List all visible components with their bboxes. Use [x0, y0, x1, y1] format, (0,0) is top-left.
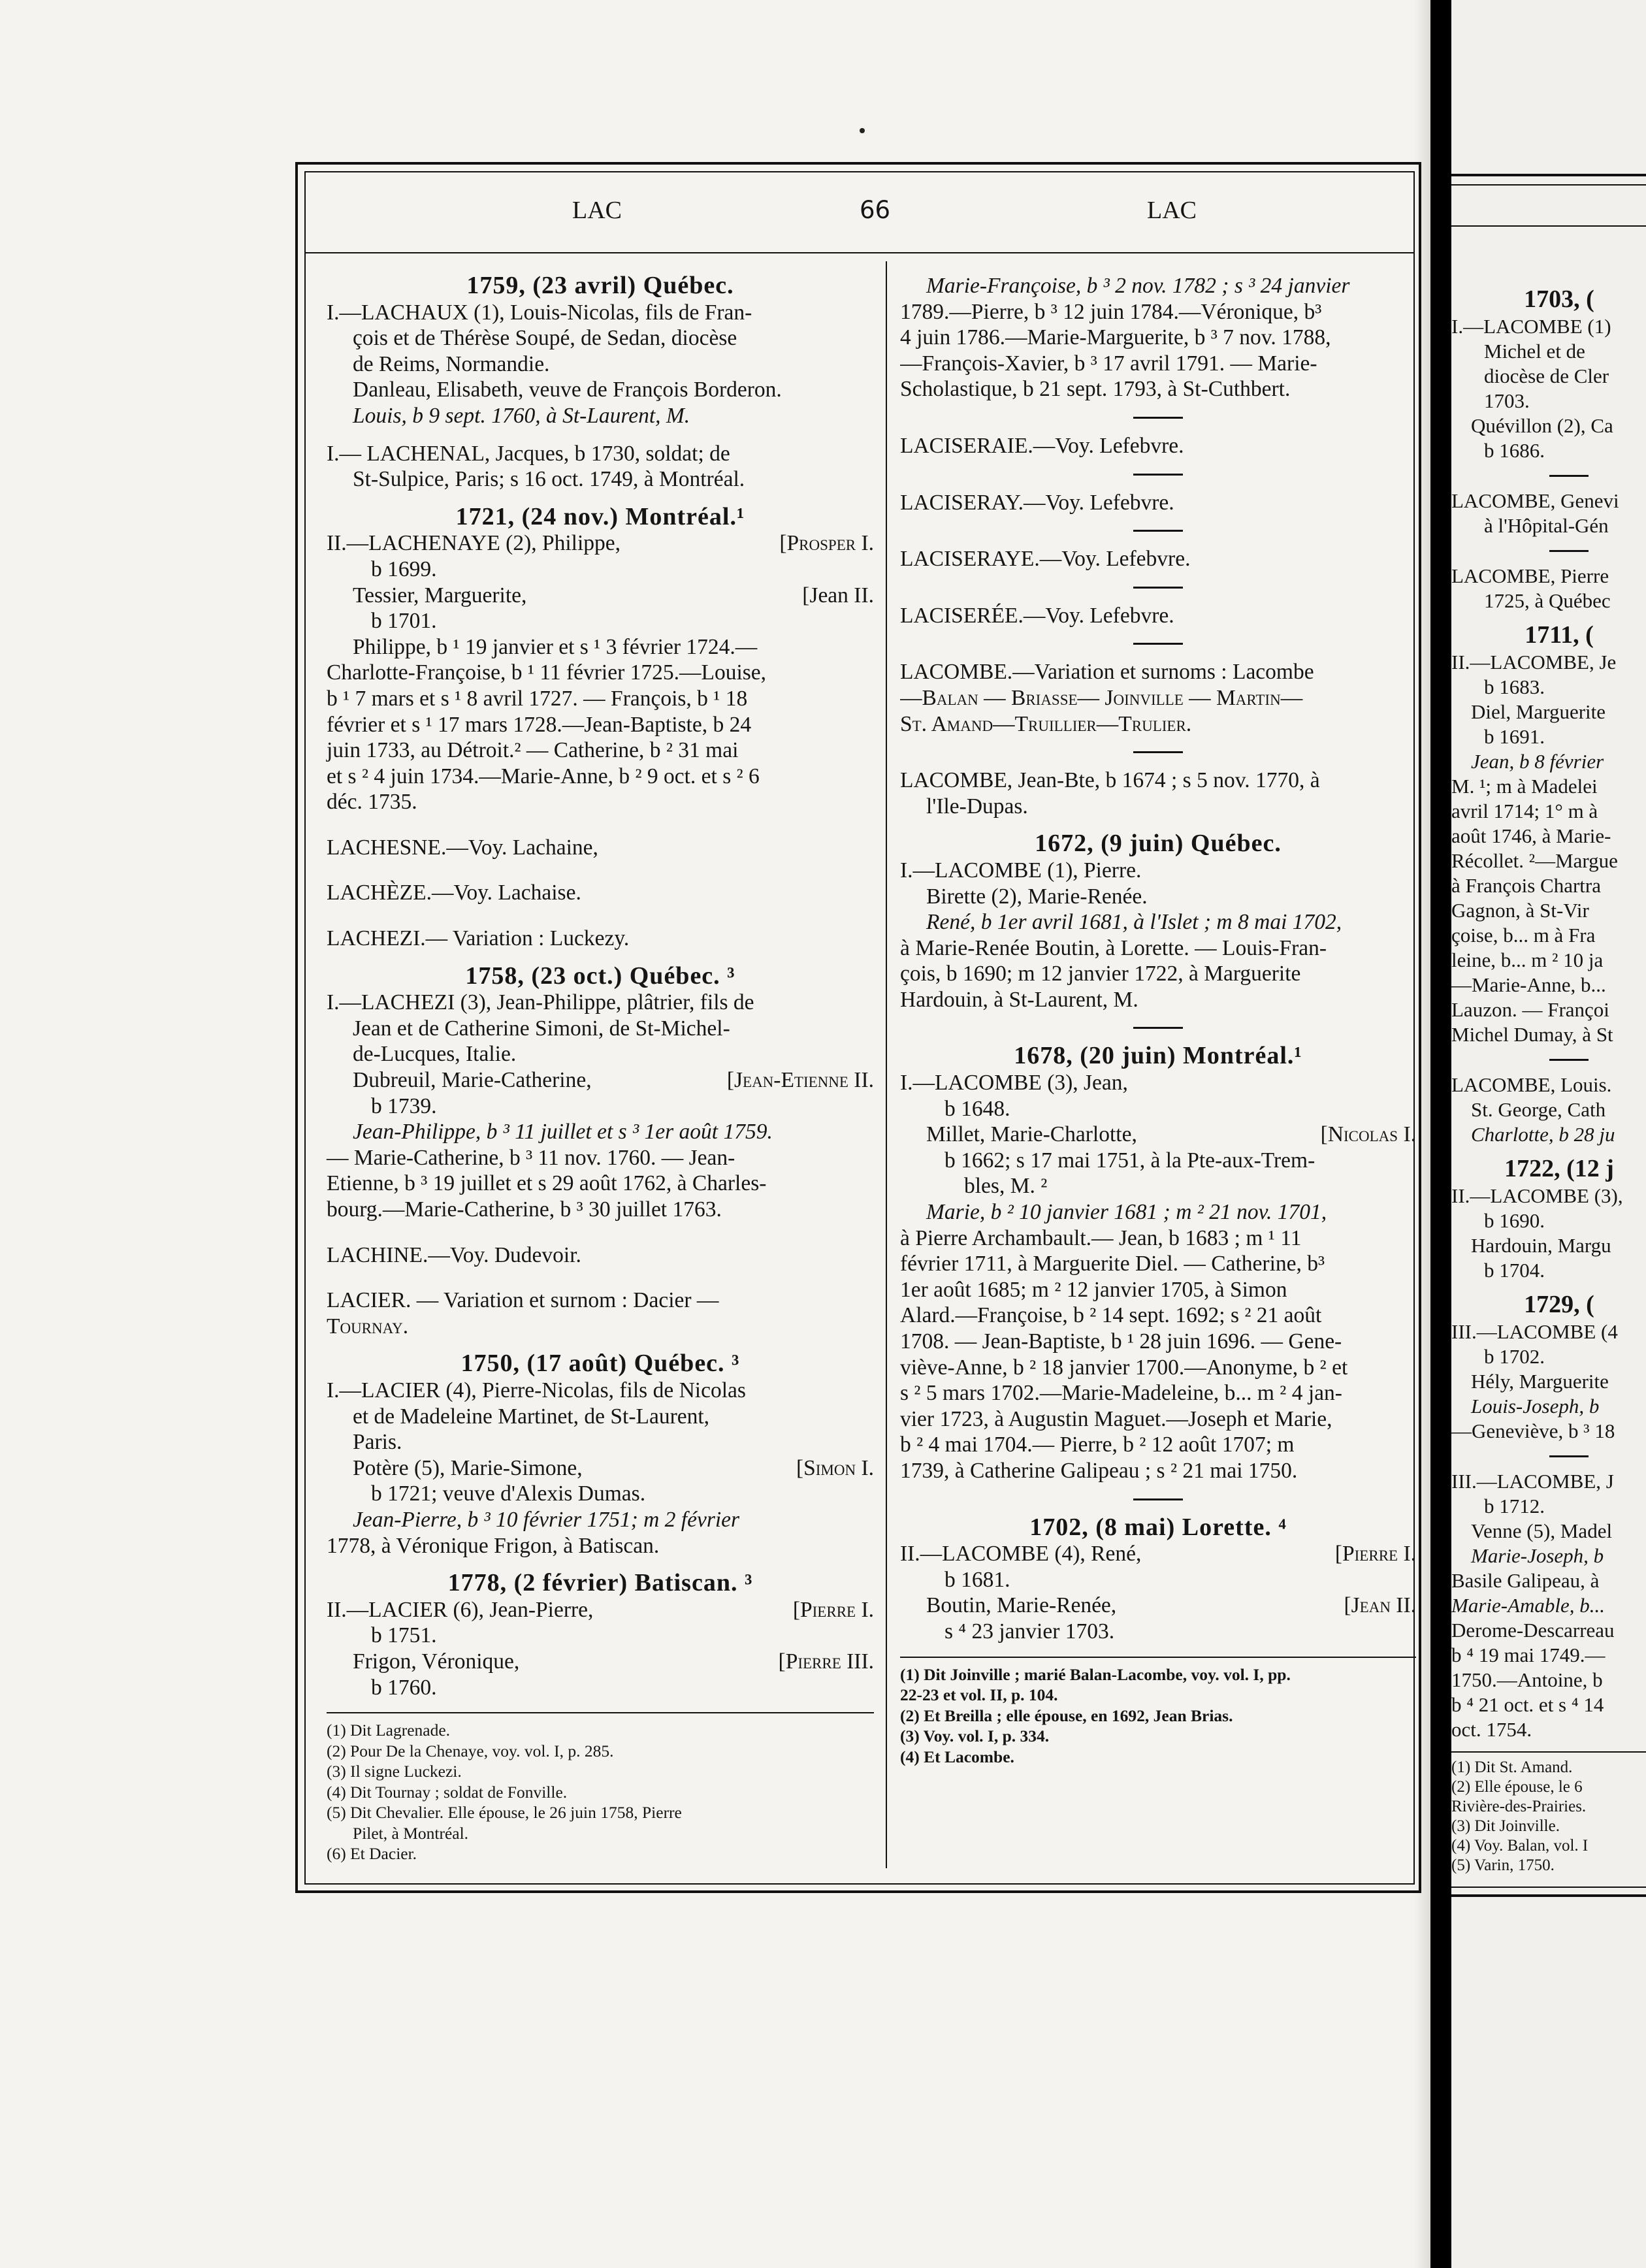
- text-line: b 1681.: [944, 1567, 1010, 1592]
- text-line: Marie-Joseph, b: [1471, 1544, 1604, 1567]
- text-line: Philippe, b ¹ 19 janvier et s ¹ 3 février 1724.—: [353, 634, 758, 659]
- adjacent-header-rule: [1451, 225, 1646, 227]
- text-line: Gagnon, à St-Vir: [1451, 899, 1589, 922]
- text-line: 1725, à Québec: [1484, 589, 1611, 612]
- text-line: Alard.—Françoise, b ² 14 sept. 1692; s ² 21 août: [900, 1303, 1322, 1328]
- text-line: LACHINE.—Voy. Dudevoir.: [327, 1242, 581, 1267]
- text-line: Lauzon. — Françoi: [1451, 998, 1609, 1021]
- footnote: (1) Dit St. Amand.: [1451, 1758, 1573, 1776]
- entry-date-heading: 1750, (17 août) Québec. ³: [460, 1350, 740, 1378]
- page-number: 66: [860, 196, 891, 224]
- entry-date-heading: 1722, (12 j: [1504, 1155, 1614, 1182]
- entry-separator: [1133, 417, 1183, 419]
- text-line: 1789.—Pierre, b ³ 12 juin 1784.—Véronique, b³: [900, 299, 1322, 324]
- text-line: Tessier, Marguerite, [Jean II.: [353, 583, 874, 608]
- text-line: Potère (5), Marie-Simone, [Simon I.: [353, 1455, 874, 1480]
- entry-date-heading: 1711, (: [1525, 621, 1594, 649]
- text-line: LACOMBE, Jean-Bte, b 1674 ; s 5 nov. 1770, à: [900, 768, 1320, 793]
- text-line: vier 1723, à Augustin Maguet.—Joseph et Marie,: [900, 1406, 1332, 1431]
- text-line: de Reims, Normandie.: [353, 351, 550, 376]
- text-line: à Marie-Renée Boutin, à Lorette. — Louis-Fran-: [900, 935, 1327, 960]
- text-line: Venne (5), Madel: [1471, 1519, 1613, 1542]
- footnote: (5) Varin, 1750.: [1451, 1856, 1555, 1874]
- entry-separator: [1133, 1027, 1183, 1029]
- text-line: LACOMBE, Genevi: [1451, 489, 1619, 512]
- text-line: LACIER. — Variation et surnom : Dacier —: [327, 1288, 719, 1313]
- footnote: (4) Voy. Balan, vol. I: [1451, 1837, 1589, 1855]
- text-line: Birette (2), Marie-Renée.: [926, 884, 1148, 909]
- text-line: Tournay.: [327, 1314, 409, 1338]
- footnote: (1) Dit Lagrenade.: [327, 1721, 451, 1740]
- text-line: b ² 4 mai 1704.— Pierre, b ² 12 août 1707; m: [900, 1433, 1295, 1457]
- text-line: Etienne, b ³ 19 juillet et s 29 août 1762, à Charles-: [327, 1171, 767, 1196]
- footnote: (3) Il signe Luckezi.: [327, 1762, 462, 1781]
- text-line: Jean, b 8 février: [1471, 750, 1604, 773]
- text-line: l'Ile-Dupas.: [926, 794, 1028, 818]
- text-line: Basile Galipeau, à: [1451, 1569, 1600, 1592]
- text-line: II.—LACOMBE (4), René, [Pierre I.: [900, 1542, 1416, 1566]
- text-line: Danleau, Elisabeth, veuve de François Borderon.: [353, 378, 782, 402]
- text-line: Charlotte-Françoise, b ¹ 11 février 1725.—Louise,: [327, 660, 767, 685]
- text-line: b 1704.: [1484, 1259, 1545, 1282]
- text-line: St. Amand—Truillier—Trulier.: [900, 711, 1192, 736]
- text-line: — Marie-Catherine, b ³ 11 nov. 1760. — Jean-: [327, 1145, 735, 1170]
- text-line: b 1701.: [371, 609, 437, 634]
- text-line: diocèse de Cler: [1484, 364, 1609, 387]
- text-line: I.—LACHAUX (1), Louis-Nicolas, fils de Fran-: [327, 300, 752, 325]
- text-line: 1750.—Antoine, b: [1451, 1668, 1603, 1691]
- text-line: I.—LACOMBE (1), Pierre.: [900, 858, 1142, 883]
- text-line: b 1751.: [371, 1623, 437, 1648]
- text-line: 1703.: [1484, 389, 1530, 412]
- text-line: Paris.: [353, 1430, 402, 1455]
- text-line: I.— LACHENAL, Jacques, b 1730, soldat; de: [327, 441, 730, 466]
- text-line: et s ² 4 juin 1734.—Marie-Anne, b ² 9 oct. et s ² 6: [327, 764, 760, 788]
- text-line: b 1712.: [1484, 1495, 1545, 1517]
- text-line: LACISERAYE.—Voy. Lefebvre.: [900, 547, 1191, 572]
- text-line: LACISERAY.—Voy. Lefebvre.: [900, 490, 1174, 515]
- text-line: b 1686.: [1484, 439, 1545, 462]
- text-line: LACHÈZE.—Voy. Lachaise.: [327, 881, 581, 905]
- text-line: Hardouin, Margu: [1471, 1234, 1611, 1257]
- text-line: —Balan — Briasse— Joinville — Martin—: [900, 685, 1303, 710]
- footnote: (5) Dit Chevalier. Elle épouse, le 26 juin 1758, Pierre: [327, 1803, 682, 1822]
- running-header: [304, 196, 1415, 235]
- entry-separator: [1133, 587, 1183, 589]
- text-line: à Pierre Archambault.— Jean, b 1683 ; m ¹ 11: [900, 1225, 1302, 1250]
- text-line: 4 juin 1786.—Marie-Marguerite, b ³ 7 nov. 1788,: [900, 325, 1331, 350]
- text-line: et de Madeleine Martinet, de St-Laurent,: [353, 1404, 710, 1429]
- footnote-rule: [900, 1657, 1416, 1658]
- text-line: LACISERÉE.—Voy. Lefebvre.: [900, 603, 1174, 628]
- text-line: b ¹ 7 mars et s ¹ 8 avril 1727. — François, b ¹ 18: [327, 686, 748, 711]
- text-line: Marie-Françoise, b ³ 2 nov. 1782 ; s ³ 24 janvier: [926, 274, 1350, 298]
- text-line: I.—LACOMBE (3), Jean,: [900, 1071, 1128, 1095]
- text-line: b 1760.: [371, 1675, 437, 1700]
- text-line: Millet, Marie-Charlotte, [Nicolas I.: [926, 1122, 1416, 1147]
- text-line: 1778, à Véronique Frigon, à Batiscan.: [327, 1533, 660, 1558]
- entry-separator: [1133, 751, 1183, 753]
- text-line: M. ¹; m à Madelei: [1451, 775, 1598, 798]
- text-line: Quévillon (2), Ca: [1471, 414, 1613, 437]
- adjacent-frame-bottom: [1451, 1887, 1646, 1897]
- entry-date-heading: 1759, (23 avril) Québec.: [466, 272, 734, 299]
- text-line: s ² 5 mars 1702.—Marie-Madeleine, b... m ² 4 jan-: [900, 1381, 1342, 1406]
- footnote: 22-23 et vol. II, p. 104.: [900, 1685, 1058, 1705]
- text-line: Hardouin, à St-Laurent, M.: [900, 987, 1138, 1012]
- entry-separator: [1133, 474, 1183, 476]
- left-column: [327, 273, 874, 1864]
- text-line: Charlotte, b 28 ju: [1471, 1123, 1615, 1146]
- text-line: Jean-Philippe, b ³ 11 juillet et s ³ 1er août 1759.: [353, 1120, 773, 1144]
- entry-date-heading: 1778, (2 février) Batiscan. ³: [447, 1569, 753, 1597]
- text-line: bourg.—Marie-Catherine, b ³ 30 juillet 1763.: [327, 1197, 722, 1222]
- text-line: viève-Anne, b ² 18 janvier 1700.—Anonyme, b ² et: [900, 1355, 1348, 1380]
- text-line: b 1662; s 17 mai 1751, à la Pte-aux-Trem-: [944, 1148, 1315, 1173]
- entry-date-heading: 1703, (: [1524, 285, 1594, 313]
- text-line: leine, b... m ² 10 ja: [1451, 948, 1604, 971]
- text-line: à François Chartra: [1451, 874, 1601, 897]
- entry-date-heading: 1758, (23 oct.) Québec. ³: [465, 962, 735, 990]
- ink-speck: [860, 128, 865, 133]
- text-line: Marie-Amable, b...: [1451, 1594, 1606, 1617]
- text-line: 1708. — Jean-Baptiste, b ¹ 28 juin 1696. — Gene-: [900, 1329, 1342, 1353]
- text-line: II.—LACHENAYE (2), Philippe, [Prosper I.: [327, 531, 874, 556]
- text-line: LACOMBE.—Variation et surnoms : Lacombe: [900, 660, 1314, 685]
- text-line: çoise, b... m à Fra: [1451, 924, 1596, 947]
- text-line: 1er août 1685; m ² 12 janvier 1705, à Simon: [900, 1277, 1287, 1302]
- footnote: Rivière-des-Prairies.: [1451, 1798, 1587, 1815]
- book-gutter: [1430, 0, 1451, 2268]
- entry-date-heading: 1702, (8 mai) Lorette. ⁴: [1029, 1513, 1287, 1541]
- text-line: b 1702.: [1484, 1345, 1545, 1368]
- text-line: b 1691.: [1484, 725, 1545, 748]
- text-line: b ⁴ 21 oct. et s ⁴ 14: [1451, 1693, 1604, 1716]
- text-line: I.—LACOMBE (1): [1451, 315, 1611, 338]
- header-left-word: LAC: [572, 197, 622, 224]
- text-line: juin 1733, au Détroit.² — Catherine, b ² 31 mai: [327, 738, 739, 763]
- footnote: (4) Et Lacombe.: [900, 1747, 1014, 1766]
- text-line: Boutin, Marie-Renée, [Jean II.: [926, 1593, 1416, 1618]
- footnote: (2) Elle épouse, le 6: [1451, 1778, 1583, 1796]
- text-line: déc. 1735.: [327, 790, 417, 815]
- footnote: (1) Dit Joinville ; marié Balan-Lacombe, voy. vol. I, pp.: [900, 1664, 1291, 1684]
- text-line: Scholastique, b 21 sept. 1793, à St-Cuthbert.: [900, 377, 1291, 402]
- text-line: avril 1714; 1° m à: [1451, 800, 1598, 822]
- entry-separator: [1133, 530, 1183, 532]
- adjacent-page-fragment: [1451, 0, 1646, 2268]
- footnote: (2) Et Breilla ; elle épouse, en 1692, Jean Brias.: [900, 1706, 1233, 1725]
- text-line: St. George, Cath: [1471, 1098, 1606, 1121]
- text-line: b 1690.: [1484, 1209, 1545, 1232]
- footnote: (6) Et Dacier.: [327, 1844, 417, 1864]
- text-line: février et s ¹ 17 mars 1728.—Jean-Baptiste, b 24: [327, 712, 752, 737]
- text-line: août 1746, à Marie-: [1451, 824, 1611, 847]
- text-line: —François-Xavier, b ³ 17 avril 1791. — Marie-: [900, 351, 1317, 376]
- entry-separator: [1133, 1498, 1183, 1500]
- text-line: Récollet. ²—Margue: [1451, 849, 1618, 872]
- entry-date-heading: 1729, (: [1524, 1291, 1594, 1318]
- entry-separator: [1133, 643, 1183, 645]
- text-line: Jean-Pierre, b ³ 10 février 1751; m 2 février: [353, 1507, 740, 1532]
- header-rule: [304, 252, 1415, 253]
- text-line: I.—LACHEZI (3), Jean-Philippe, plâtrier, fils de: [327, 990, 754, 1015]
- text-line: b 1699.: [371, 557, 437, 581]
- text-line: février 1711, à Marguerite Diel. — Catherine, b³: [900, 1252, 1325, 1276]
- footnote: Pilet, à Montréal.: [353, 1823, 469, 1843]
- text-line: LACOMBE, Louis.: [1451, 1073, 1612, 1096]
- adjacent-frame-top: [1451, 174, 1646, 186]
- text-line: b 1683.: [1484, 675, 1545, 698]
- text-line: çois, b 1690; m 12 janvier 1722, à Marguerite: [900, 962, 1301, 986]
- text-line: Michel Dumay, à St: [1451, 1023, 1613, 1046]
- text-line: III.—LACOMBE, J: [1451, 1470, 1614, 1493]
- text-line: St-Sulpice, Paris; s 16 oct. 1749, à Montréal.: [353, 467, 745, 492]
- text-line: LACHESNE.—Voy. Lachaine,: [327, 835, 598, 860]
- footnote: (4) Dit Tournay ; soldat de Fonville.: [327, 1782, 568, 1802]
- text-line: Michel et de: [1484, 340, 1585, 363]
- text-line: I.—LACIER (4), Pierre-Nicolas, fils de Nicolas: [327, 1378, 746, 1402]
- text-line: II.—LACOMBE (3),: [1451, 1184, 1623, 1207]
- adjacent-page-text: [1451, 278, 1646, 1875]
- text-line: bles, M. ²: [964, 1174, 1048, 1199]
- text-line: III.—LACOMBE (4: [1451, 1320, 1618, 1343]
- footnote: (2) Pour De la Chenaye, voy. vol. I, p. 285.: [327, 1741, 614, 1760]
- text-line: II.—LACOMBE, Je: [1451, 651, 1617, 673]
- entry-date-heading: 1678, (20 juin) Montréal.¹: [1014, 1042, 1302, 1070]
- text-line: 1739, à Catherine Galipeau ; s ² 21 mai 1750.: [900, 1458, 1298, 1483]
- text-line: oct. 1754.: [1451, 1718, 1532, 1741]
- text-line: —Marie-Anne, b...: [1451, 973, 1606, 996]
- text-line: René, b 1er avril 1681, à l'Islet ; m 8 mai 1702,: [926, 910, 1342, 935]
- text-line: Louis, b 9 sept. 1760, à St-Laurent, M.: [353, 403, 690, 428]
- text-line: LACHEZI.— Variation : Luckezy.: [327, 926, 630, 951]
- text-line: Jean et de Catherine Simoni, de St-Michel-: [353, 1016, 730, 1041]
- text-line: à l'Hôpital-Gén: [1484, 514, 1609, 537]
- right-column: [900, 273, 1416, 1767]
- text-line: Louis-Joseph, b: [1471, 1395, 1600, 1418]
- text-line: Derome-Descarreau: [1451, 1619, 1615, 1642]
- text-line: LACOMBE, Pierre: [1451, 564, 1609, 587]
- text-line: Marie, b ² 10 janvier 1681 ; m ² 21 nov. 1701,: [926, 1200, 1327, 1225]
- text-line: Dubreuil, Marie-Catherine, [Jean-Etienne II.: [353, 1068, 874, 1093]
- text-line: b 1739.: [371, 1094, 437, 1118]
- entry-date-heading: 1721, (24 nov.) Montréal.¹: [455, 502, 745, 530]
- text-line: çois et de Thérèse Soupé, de Sedan, diocèse: [353, 326, 737, 351]
- text-line: de-Lucques, Italie.: [353, 1042, 517, 1067]
- text-line: Diel, Marguerite: [1471, 700, 1606, 723]
- text-line: LACISERAIE.—Voy. Lefebvre.: [900, 433, 1184, 458]
- text-line: b 1648.: [944, 1096, 1010, 1121]
- entry-date-heading: 1672, (9 juin) Québec.: [1035, 830, 1282, 858]
- text-line: b 1721; veuve d'Alexis Dumas.: [371, 1482, 646, 1506]
- text-line: Frigon, Véronique, [Pierre III.: [353, 1649, 874, 1674]
- footnote: (3) Dit Joinville.: [1451, 1817, 1560, 1835]
- text-line: —Geneviève, b ³ 18: [1451, 1419, 1615, 1442]
- text-line: b ⁴ 19 mai 1749.—: [1451, 1644, 1606, 1666]
- column-divider: [886, 261, 887, 1868]
- text-line: s ⁴ 23 janvier 1703.: [944, 1619, 1115, 1644]
- text-line: II.—LACIER (6), Jean-Pierre, [Pierre I.: [327, 1597, 874, 1622]
- footnote: (3) Voy. vol. I, p. 334.: [900, 1726, 1050, 1746]
- footnote-rule: [327, 1712, 874, 1713]
- text-line: Hély, Marguerite: [1471, 1370, 1609, 1393]
- header-right-word: LAC: [1147, 197, 1197, 224]
